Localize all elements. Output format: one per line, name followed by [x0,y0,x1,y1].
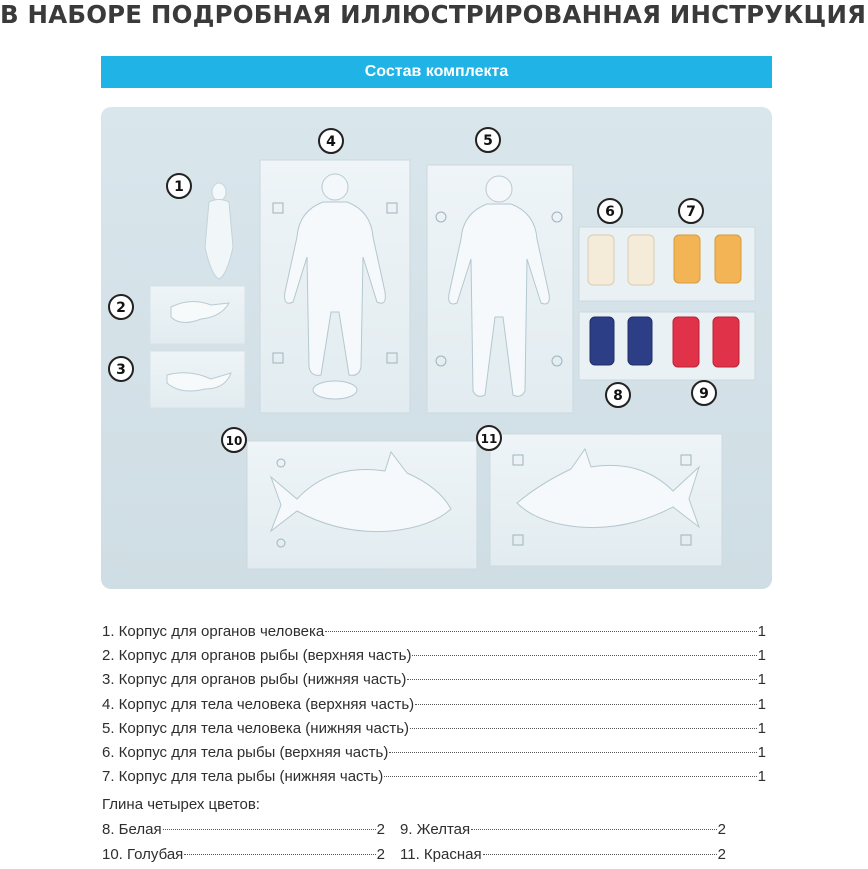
human-organ-mold [205,183,233,279]
leader-dots [163,829,376,830]
callout-10 [222,428,246,452]
callout-1 [167,174,191,198]
list-item [102,644,766,668]
list-item [102,620,766,644]
item-qty: 1 [757,719,766,737]
item-label: 2. Корпус для органов рыбы (верхняя часть) [102,647,412,665]
clay-packs [579,227,755,380]
callout-2 [109,295,133,319]
red-clay-2 [713,317,739,367]
clay-item [400,843,726,868]
callout-5 [476,128,500,152]
kit-illustration [101,107,772,589]
white-clay-2 [628,235,654,285]
callout-number: 11 [480,432,498,446]
kit-contents-list [102,620,766,789]
kit-photo [101,107,772,589]
callout-number: 8 [613,388,623,404]
human-body-mold-bottom [427,165,573,413]
callout-6 [598,199,622,223]
callout-7 [679,199,703,223]
blue-clay-1 [590,317,614,365]
callout-8 [606,383,630,407]
callout-4 [319,129,343,153]
item-qty: 1 [757,623,766,640]
clay-item [400,818,726,843]
leader-dots [389,752,756,753]
leader-dots [184,854,375,855]
clay-qty: 2 [717,821,726,838]
list-item [102,693,766,717]
list-item [102,668,766,692]
item-qty: 1 [757,671,766,689]
item-qty: 1 [757,647,766,665]
list-item [102,765,766,789]
clay-qty: 2 [376,821,385,838]
callout-number: 1 [174,179,184,195]
page-headline: В НАБОРЕ ПОДРОБНАЯ ИЛЛЮСТРИРОВАННАЯ ИНСТРУКЦИЯ [0,0,867,29]
callout-number: 4 [326,134,336,150]
item-label: 4. Корпус для тела человека (верхняя часть) [102,695,415,713]
yellow-clay-2 [715,235,741,283]
clay-item [102,843,385,868]
item-qty: 1 [757,744,766,762]
item-label: 5. Корпус для тела человека (нижняя часть) [102,719,410,737]
leader-dots [412,655,756,656]
yellow-clay-1 [674,235,700,283]
callout-number: 2 [116,300,126,316]
leader-dots [325,631,756,632]
item-label: 6. Корпус для тела рыбы (верхняя часть) [102,744,389,762]
clay-list [102,818,726,867]
callout-number: 6 [605,204,615,220]
callout-number: 5 [483,133,493,149]
clay-label: 8. Белая [102,821,162,838]
fish-body-mold-bottom [490,434,722,566]
leader-dots [407,679,756,680]
callout-3 [109,357,133,381]
leader-dots [410,728,757,729]
callout-number: 3 [116,362,126,378]
callout-9 [692,381,716,405]
callout-number: 9 [699,386,709,402]
human-body-mold-top [260,160,410,413]
leader-dots [483,854,717,855]
fish-body-mold-top [247,441,477,569]
leader-dots [415,704,757,705]
clay-qty: 2 [376,845,385,863]
item-label: 3. Корпус для органов рыбы (нижняя часть) [102,671,407,689]
list-item [102,717,766,741]
list-item [102,741,766,765]
callout-number: 10 [225,434,243,448]
clay-label: 10. Голубая [102,845,184,863]
banner-title: Состав комплекта [364,63,509,80]
clay-label: 9. Желтая [400,821,471,838]
callout-11 [477,426,501,450]
leader-dots [471,829,717,830]
item-qty: 1 [757,695,766,713]
clay-item [102,818,385,843]
blue-clay-2 [628,317,652,365]
white-clay-1 [588,235,614,285]
clay-label: 11. Красная [400,845,482,863]
leader-dots [384,776,756,777]
callout-number: 7 [686,204,696,220]
item-label: 1. Корпус для органов человека [102,623,325,640]
clay-qty: 2 [717,845,726,863]
item-qty: 1 [757,768,766,786]
section-banner [101,56,772,88]
clay-heading: Глина четырех цветов: [102,796,260,813]
red-clay-1 [673,317,699,367]
item-label: 7. Корпус для тела рыбы (нижняя часть) [102,768,384,786]
